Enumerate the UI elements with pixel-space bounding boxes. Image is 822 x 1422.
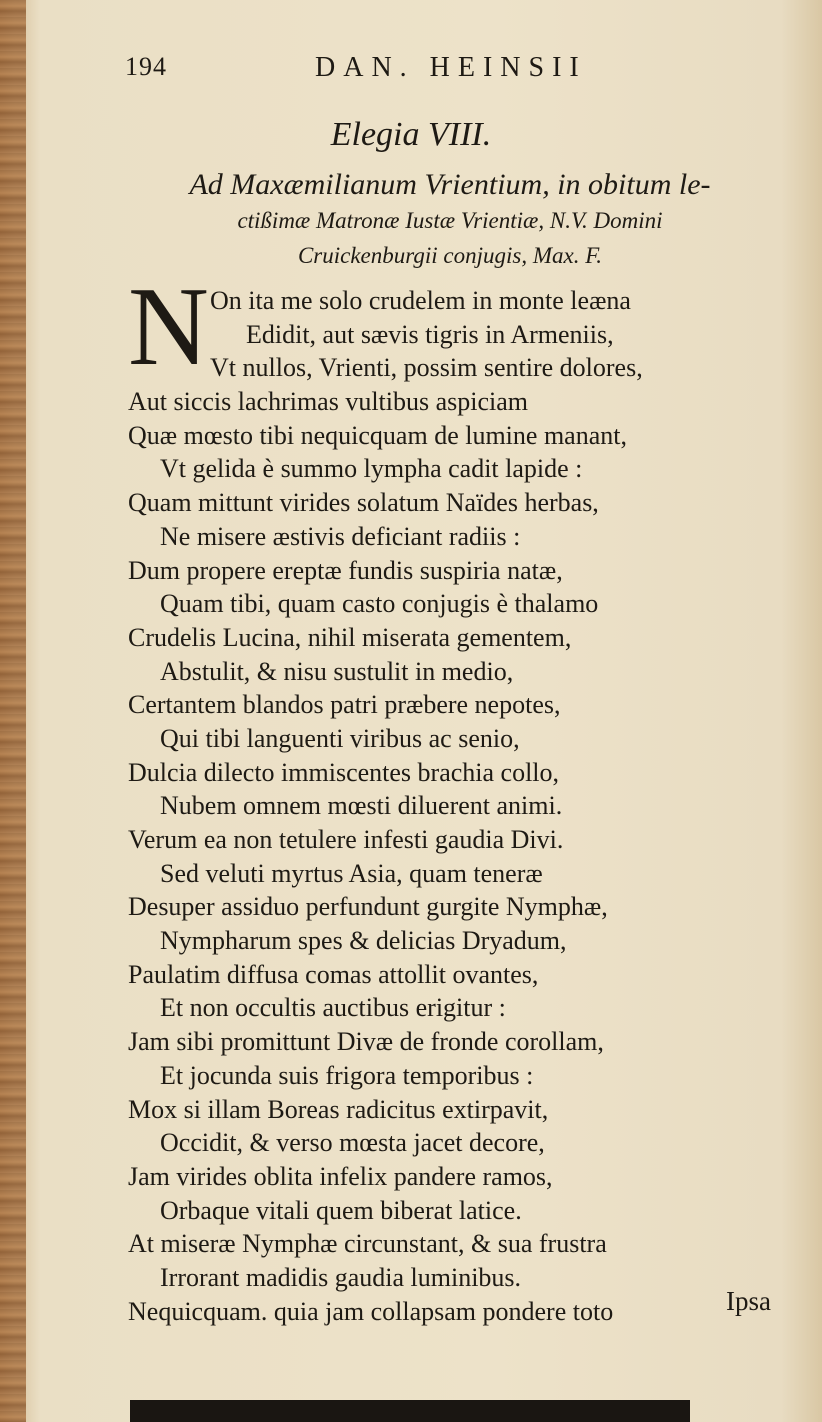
poem-line: Et non occultis auctibus erigitur : xyxy=(160,993,506,1023)
page-bottom-shadow xyxy=(130,1400,690,1422)
poem-line: Abstulit, & nisu sustulit in medio, xyxy=(160,656,514,686)
poem-line: Paulatim diffusa comas attollit ovantes, xyxy=(128,959,539,989)
poem-line: Irrorant madidis gaudia luminibus. xyxy=(160,1262,522,1292)
poem-line: Sed veluti myrtus Asia, quam teneræ xyxy=(160,858,543,888)
poem-line: Quam mittunt virides solatum Naïdes herbas, xyxy=(128,488,599,518)
catchword: Ipsa xyxy=(726,1286,771,1316)
poem-line: Nubem omnem mœsti diluerent animi. xyxy=(160,791,563,821)
poem-line: Occidit, & verso mœsta jacet decore, xyxy=(160,1128,545,1158)
dedication-line-1: Ad Maxæmilianum Vrientium, in obitum le- xyxy=(189,168,711,201)
poem-line: Nequicquam. quia jam collapsam pondere toto xyxy=(128,1296,614,1326)
poem-line: Vt gelida è summo lympha cadit lapide : xyxy=(160,454,583,484)
elegy-title: Elegia VIII. xyxy=(330,116,492,153)
dedication-line-2: ctißimæ Matronæ Iustæ Vrientiæ, N.V. Domini xyxy=(237,208,663,233)
poem-line: Quæ mœsto tibi nequicquam de lumine manant, xyxy=(128,420,627,450)
book-binding-edge xyxy=(0,0,26,1422)
poem-line: Et jocunda suis frigora temporibus : xyxy=(160,1060,534,1090)
poem-line: Qui tibi languenti viribus ac senio, xyxy=(160,723,520,753)
page-number: 194 xyxy=(125,52,167,81)
poem-line: Crudelis Lucina, nihil miserata gementem, xyxy=(128,622,572,652)
running-head: DAN. HEINSII xyxy=(315,52,587,83)
poem-line: At miseræ Nymphæ circunstant, & sua frustra xyxy=(128,1229,607,1259)
drop-cap-initial: N xyxy=(128,265,209,389)
poem-line: Edidit, aut sævis tigris in Armeniis, xyxy=(246,319,614,349)
poem-line: Desuper assiduo perfundunt gurgite Nymphæ, xyxy=(128,892,608,922)
poem-line: Dum propere ereptæ fundis suspiria natæ, xyxy=(128,555,563,585)
poem-line: Aut siccis lachrimas vultibus aspiciam xyxy=(128,387,529,417)
poem-line: Nympharum spes & delicias Dryadum, xyxy=(160,926,567,956)
poem-line: Jam virides oblita infelix pandere ramos, xyxy=(128,1161,553,1191)
poem-line: Mox si illam Boreas radicitus extirpavit, xyxy=(128,1094,549,1124)
poem-line: Vt nullos, Vrienti, possim sentire dolores, xyxy=(210,353,643,383)
dedication-line-3: Cruickenburgii conjugis, Max. F. xyxy=(297,243,603,268)
poem-body xyxy=(120,265,800,1328)
poem-line: Orbaque vitali quem biberat latice. xyxy=(160,1195,522,1225)
page-header xyxy=(125,52,805,92)
poem-line: Certantem blandos patri præbere nepotes, xyxy=(128,690,561,720)
poem-line: Ne misere æstivis deficiant radiis : xyxy=(160,521,521,551)
poem-line: Verum ea non tetulere infesti gaudia Divi. xyxy=(128,825,564,854)
poem-line: On ita me solo crudelem in monte leæna xyxy=(210,286,631,315)
poem-line: Dulcia dilecto immiscentes brachia collo, xyxy=(128,757,560,787)
dedication xyxy=(110,166,790,273)
poem-line: Quam tibi, quam casto conjugis è thalamo xyxy=(160,589,599,619)
poem-line: Jam sibi promittunt Divæ de fronde corollam, xyxy=(128,1027,604,1057)
